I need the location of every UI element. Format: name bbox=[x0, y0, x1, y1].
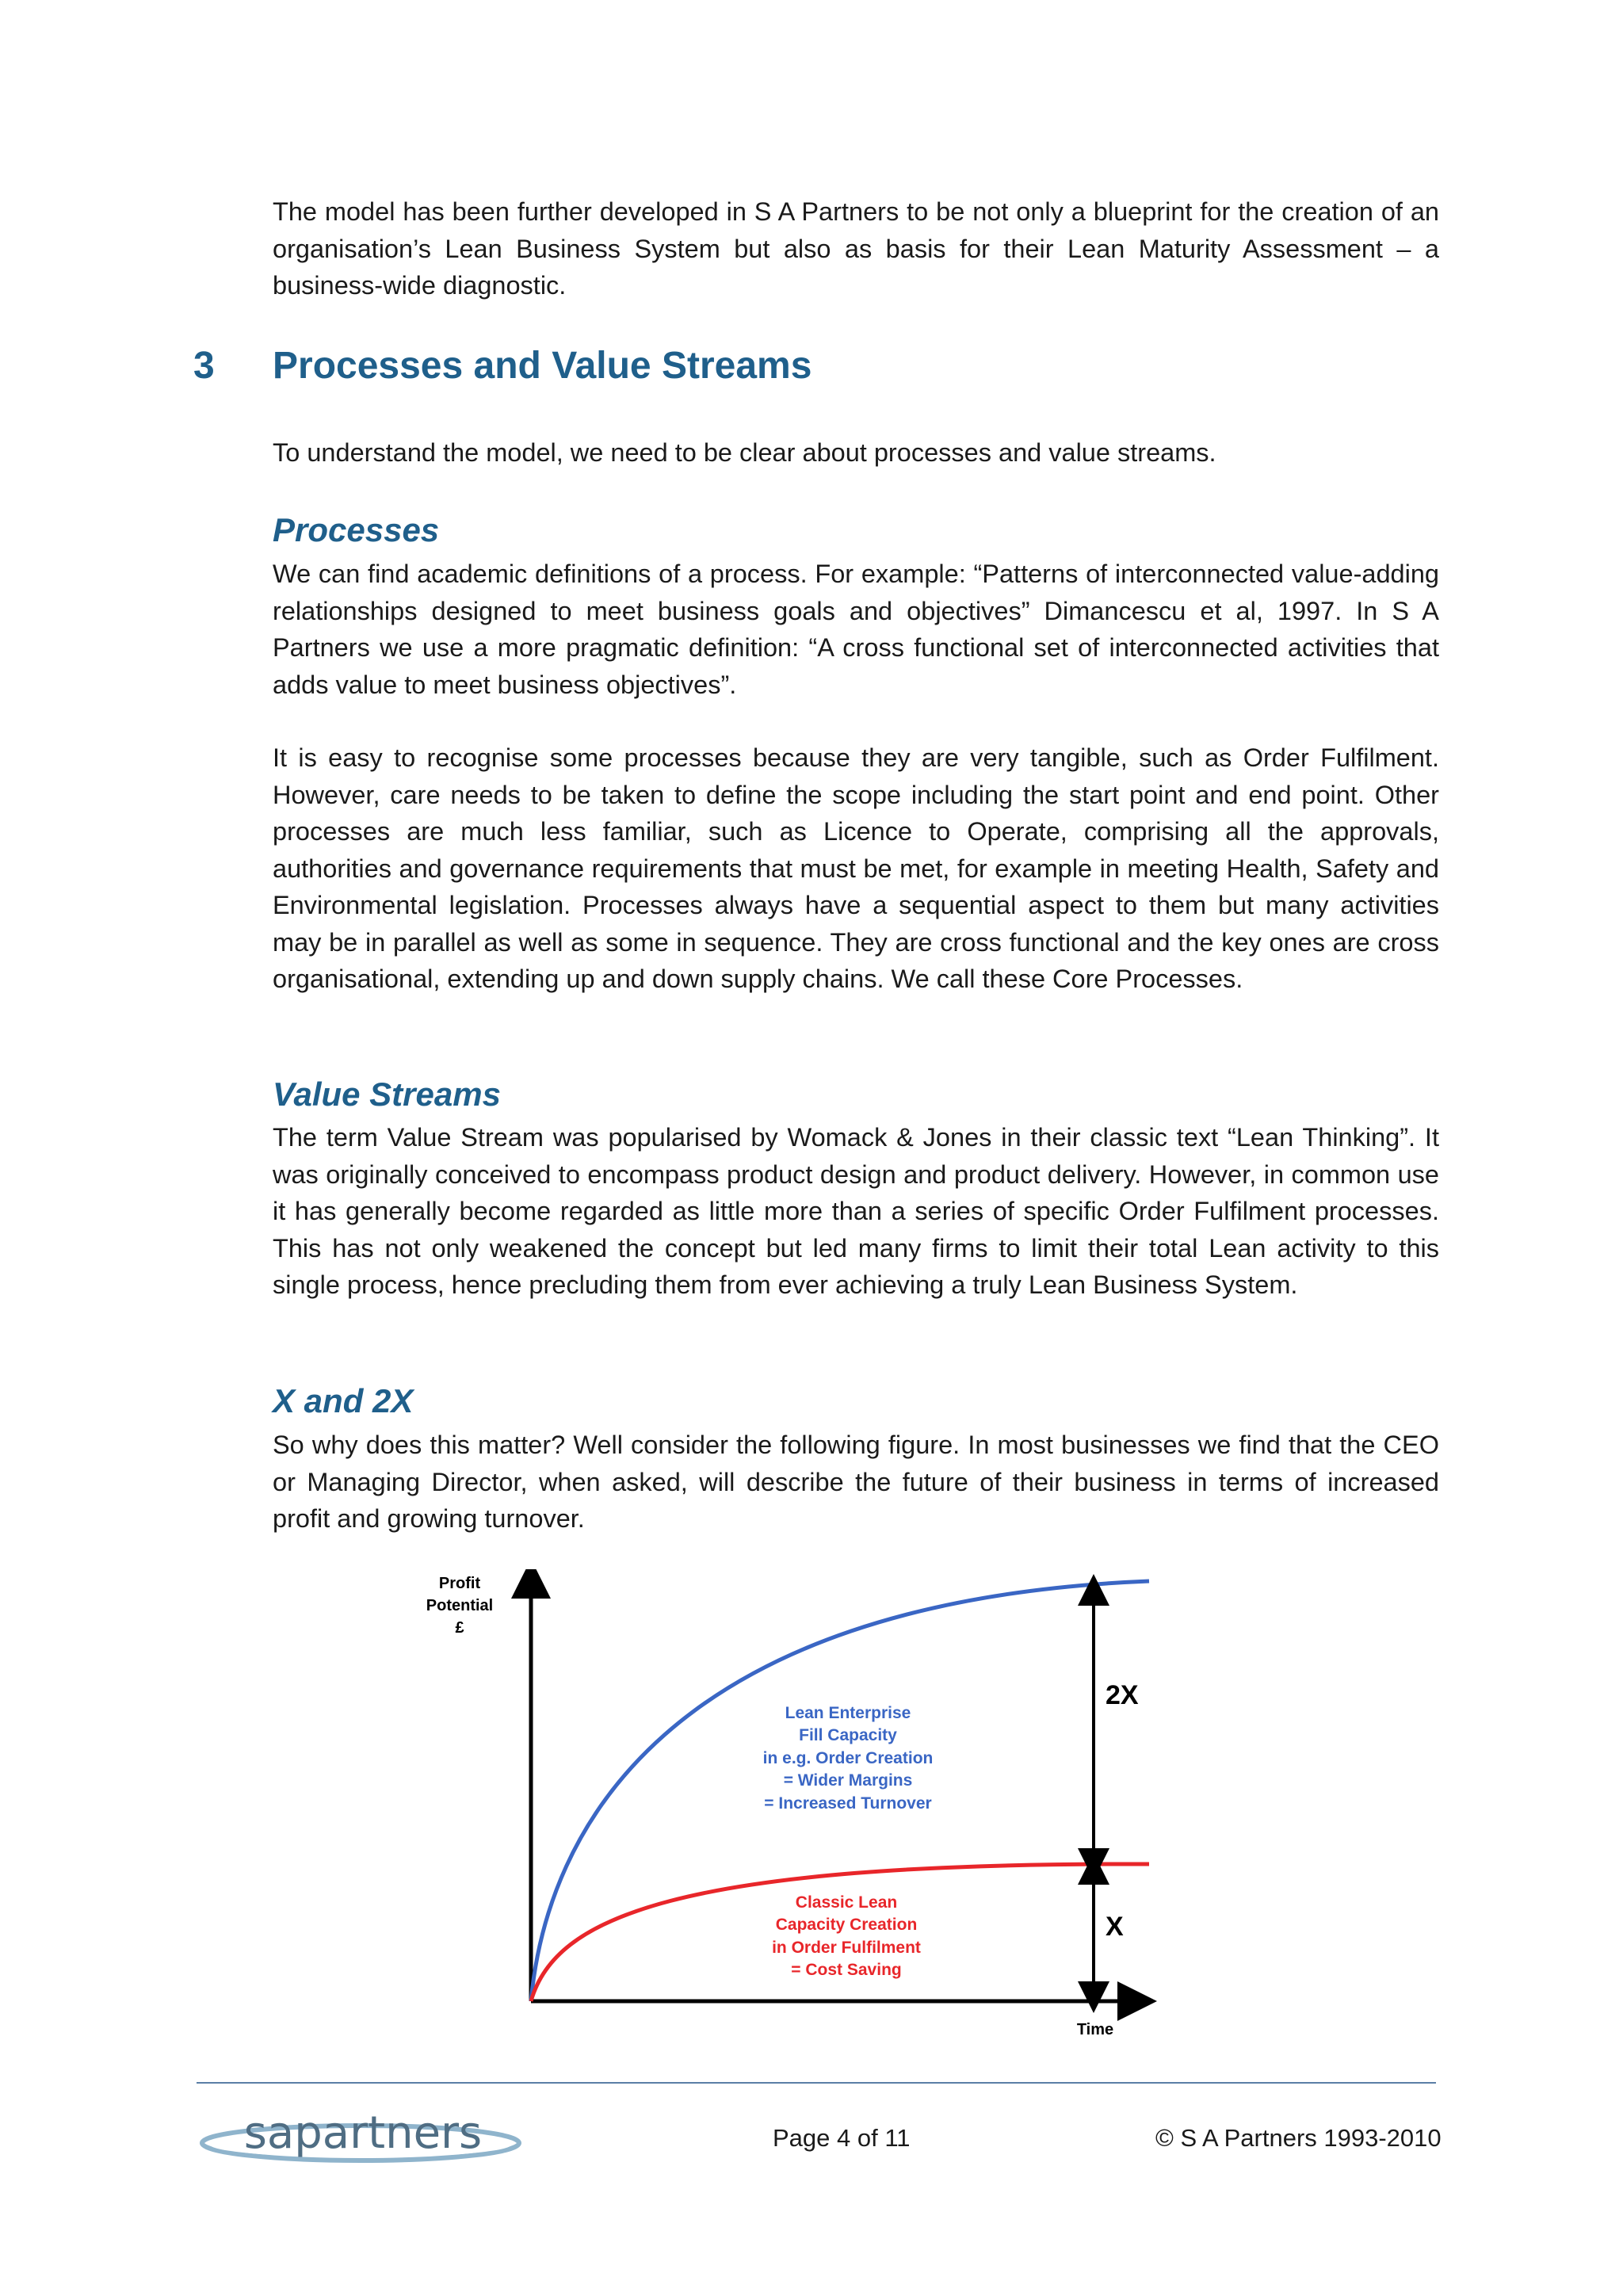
section-title: Processes and Value Streams bbox=[273, 345, 812, 387]
intro-paragraph: The model has been further developed in S A Partners to be not only a blueprint for the creation of an organisation’s Lean Business System but also as basis for their Lean Maturity Assessment – a business-wide diagnostic. bbox=[273, 197, 1439, 300]
sapartners-logo bbox=[198, 2099, 523, 2170]
upper-label-line-1: Lean Enterprise bbox=[785, 1704, 911, 1722]
section-number: 3 bbox=[193, 345, 215, 387]
value-streams-paragraph: The term Value Stream was popularised by Womack & Jones in their classic text “Lean Thinking”. It was originally conceived to encompass product design and product delivery. However, in common use it has generally become regarded as little more than a series of specific Order Fulfilment processes. This has not only weakened the concept but led many firms to limit their total Lean activity to this single process, hence precluding them from ever achieving a truly Lean Business System. bbox=[273, 1123, 1439, 1299]
2x-mark: 2X bbox=[1106, 1680, 1139, 1710]
y-axis-label-line-1: Profit bbox=[438, 1575, 481, 1592]
section-heading bbox=[193, 342, 812, 390]
section-lead-paragraph: To understand the model, we need to be clear about processes and value streams. bbox=[273, 438, 1216, 467]
y-axis-label-line-3: £ bbox=[455, 1619, 464, 1637]
logo-wordmark: sapartners bbox=[243, 2107, 483, 2159]
x-axis-label: Time bbox=[1076, 2021, 1114, 2038]
x2x-paragraph: So why does this matter? Well consider the following figure. In most businesses we find that the CEO or Managing Director, when asked, will describe the future of their business in terms of increased profit and growing turnover. bbox=[273, 1431, 1439, 1533]
footer-rule bbox=[197, 2082, 1436, 2084]
x2x-heading: X and 2X bbox=[273, 1382, 414, 1419]
lower-label-line-4: = Cost Saving bbox=[791, 1961, 902, 1979]
page-number: Page 4 of 11 bbox=[773, 2124, 911, 2152]
upper-label-line-3: in e.g. Order Creation bbox=[762, 1749, 934, 1767]
processes-heading: Processes bbox=[273, 511, 440, 548]
upper-label-line-4: = Wider Margins bbox=[783, 1771, 913, 1790]
x-2x-figure bbox=[412, 1569, 1157, 2045]
y-axis-label-line-2: Potential bbox=[426, 1597, 494, 1614]
copyright-notice: © S A Partners 1993-2010 bbox=[1155, 2124, 1442, 2152]
processes-paragraph-1: We can find academic definitions of a process. For example: “Patterns of interconnected value-adding relationships designed to meet business goals and objectives” Dimancescu et al, 1997. In S A Partners we use a more pragmatic definition: “A cross functional set of interconnected activities that adds value to meet business objectives”. bbox=[273, 560, 1439, 699]
upper-label-line-5: = Increased Turnover bbox=[764, 1794, 932, 1813]
processes-paragraph-2: It is easy to recognise some processes because they are very tangible, such as Order Fulfilment. However, care needs to be taken to define the scope including the start point and end point. Other processes are much less familiar, such as Licence to Operate, comprising all the approvals, authorities and governance requirements that must be met, for example in meeting Health, Safety and Environmental legislation. Processes always have a sequential aspect to them but many activities may be in parallel as well as some in sequence. They are cross functional and the key ones are cross organisational, extending up and down supply chains. We call these Core Processes. bbox=[273, 743, 1439, 993]
x-mark: X bbox=[1106, 1912, 1124, 1942]
lower-label-line-2: Capacity Creation bbox=[775, 1916, 918, 1934]
upper-label-line-2: Fill Capacity bbox=[799, 1726, 897, 1744]
value-streams-heading: Value Streams bbox=[273, 1075, 501, 1113]
lower-label-line-1: Classic Lean bbox=[795, 1893, 898, 1912]
lower-label-line-3: in Order Fulfilment bbox=[772, 1939, 921, 1957]
